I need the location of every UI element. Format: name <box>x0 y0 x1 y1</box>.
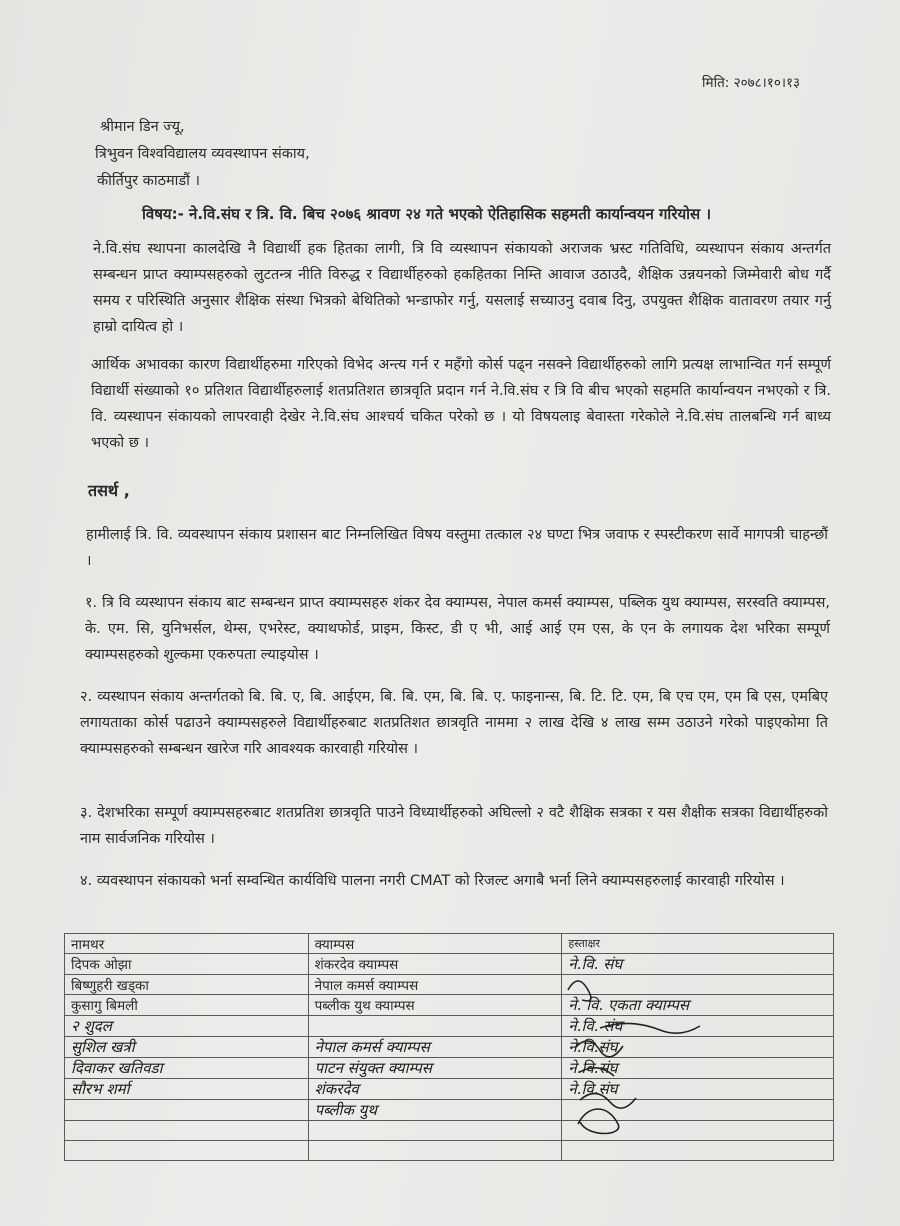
header-name: नामथर <box>65 934 309 954</box>
name-cell: २ शुदल <box>65 1016 309 1037</box>
address-line-2: त्रिभुवन विश्वविद्यालय व्यवस्थापन संकाय, <box>95 146 310 162</box>
name-cell: सौरभ शर्मा <box>65 1079 309 1100</box>
therefore-heading: तसर्थ , <box>88 481 130 500</box>
demand-2: २. व्यस्थापन संकाय अन्तर्गतको बि. बि. ए, बि. आईएम, बि. बि. एम, बि. बि. ए. फाइनान्स, बि. टि. टि. एम, बि एच एम, एम बि एस, एमबिए लगायताका कोर्स पढाउने क्याम्पसहरुले विद्यार्थीहरुबाट शतप्रतिशत छात्रवृति नाममा २ लाख देखि ४ लाख सम्म उठाउने गरेको पाइएकोमा ति क्याम्पसहरुको सम्बन्धन खारेज गरि आवश्यक कारवाही गरियोस । <box>80 689 828 757</box>
name-cell: दिवाकर खतिवडा <box>65 1058 309 1079</box>
campus-cell: शंकरदेव क्याम्पस <box>308 954 562 975</box>
date-line: मिति: २०७८।१०।१३ <box>702 75 800 91</box>
signature-scribble <box>575 1041 623 1076</box>
header-signature: हस्ताक्षर <box>562 934 834 954</box>
subject-line: विषय:- ने.वि.संघ र त्रि. वि. बिच २०७६ श्रावण २४ गते भएको ऐतिहासिक सहमती कार्यान्वयन गरियोस । <box>142 205 712 223</box>
campus-cell: पब्लीक युथ <box>308 1100 562 1121</box>
signature-scribble <box>568 981 700 1033</box>
campus-cell: पब्लीक युथ क्याम्पस <box>308 995 562 1016</box>
paragraph-2: आर्थिक अभावका कारण विद्यार्थीहरुमा गरिएको विभेद अन्त्य गर्न र महँगो कोर्स पढ्न नसक्ने विद्यार्थीहरुको लागि प्रत्यक्ष लाभान्वित गर्न सम्पूर्ण विद्यार्थी संख्याको १० प्रतिशत विद्यार्थीहरुलाई शतप्रतिशत छात्रवृति प्रदान गर्न ने.वि.संघ र त्रि वि बीच भएको सहमति कार्यान्वयन नभएको र त्रि. वि. व्यस्थापन संकायको लापरवाही देखेर ने.वि.संघ आश्चर्य चकित परेको छ । यो विषयलाइ बेवास्ता गरेकोले ने.वि.संघ तालबन्धि गर्न बाध्य भएको छ । <box>91 357 831 451</box>
signature-cell: ने.वि. संघ <box>562 1016 834 1037</box>
name-cell: दिपक ओझा <box>65 954 309 975</box>
campus-cell: पाटन संयुक्त क्याम्पस <box>308 1058 562 1079</box>
name-cell: सुशिल खत्री <box>65 1037 309 1058</box>
signature-scribble <box>578 1093 636 1133</box>
campus-cell: नेपाल कमर्स क्याम्पस <box>308 975 562 995</box>
paragraph-1: ने.वि.संघ स्थापना कालदेखि नै विद्यार्थी हक हितका लागी, त्रि वि व्यस्थापन संकायको अराजक भ्रस्ट गतिविधि, व्यस्थापन संकाय अन्तर्गत सम्बन्धन प्राप्त क्याम्पसहरुको लुटतन्त्र नीति विरुद्ध र विद्यार्थीहरुको हकहितका निम्ति आवाज उठाउदै, शैक्षिक उन्नयनको जिम्मेवारी बोध गर्दै समय र परिस्थिति अनुसार शैक्षिक संस्था भित्रको बेथितिको भन्डाफोर गर्नु, यसलाई सच्याउनु दवाब दिनु, उपयुक्त शैक्षिक वातावरण तयार गर्नु हाम्रो दायित्व हो । <box>93 241 831 335</box>
address-line-3: कीर्तिपुर काठमाडौं । <box>97 173 201 189</box>
header-campus: क्याम्पस <box>308 934 562 954</box>
campus-cell: शंकरदेव <box>308 1079 562 1100</box>
demand-4: ४. व्यवस्थापन संकायको भर्ना सम्वन्धित कार्यविधि पालना नगरी CMAT को रिजल्ट अगाबै भर्ना लिने क्याम्पसहरुलाई कारवाही गरियोस । <box>80 873 785 889</box>
signature-cell: ने.वि.संघ <box>562 1058 834 1079</box>
name-cell: कुसागु बिमली <box>65 995 309 1016</box>
demand-3: ३. देशभरिका सम्पूर्ण क्याम्पसहरुबाट शतप्रतिश छात्रवृति पाउने विध्यार्थीहरुको अघिल्लो २ वटै शैक्षिक सत्रका र यस शैक्षीक सत्रका विद्यार्थीहरुको नाम सार्वजनिक गरियोस । <box>80 805 828 847</box>
signature-cell: ने.वि.संघ <box>562 1037 834 1058</box>
address-line-1: श्रीमान डिन ज्यू, <box>100 119 185 135</box>
signature-cell: ने. वि. एकता क्याम्पस <box>562 995 834 1016</box>
name-cell: बिष्णुहरी खड्का <box>65 975 309 995</box>
intro-paragraph: हामीलाई त्रि. वि. व्यवस्थापन संकाय प्रशासन बाट निम्नलिखित विषय वस्तुमा तत्काल २४ घण्टा भित्र जवाफ र स्पस्टीकरण सार्वे मागपत्री चाहन्छौं । <box>86 527 828 569</box>
signature-cell: ने.वि. संघ <box>562 954 834 975</box>
demand-1: १. त्रि वि व्यस्थापन संकाय बाट सम्बन्धन प्राप्त क्याम्पसहरु शंकर देव क्याम्पस, नेपाल कमर्स क्याम्पस, पब्लिक युथ क्याम्पस, सरस्वति क्याम्पस, के. एम. सि, युनिभर्सल, थेम्स, एभरेस्ट, क्याथफोर्ड, प्राइम, किस्ट, डी ए भी, आई आई एम एस, के एन के लगायक देश भरिका सम्पूर्ण क्याम्पसहरुको शुल्कमा एकरुपता ल्याइयोस । <box>85 595 830 663</box>
signature-cell: ने.वि.संघ <box>562 1079 834 1100</box>
campus-cell: नेपाल कमर्स क्याम्पस <box>308 1037 562 1058</box>
